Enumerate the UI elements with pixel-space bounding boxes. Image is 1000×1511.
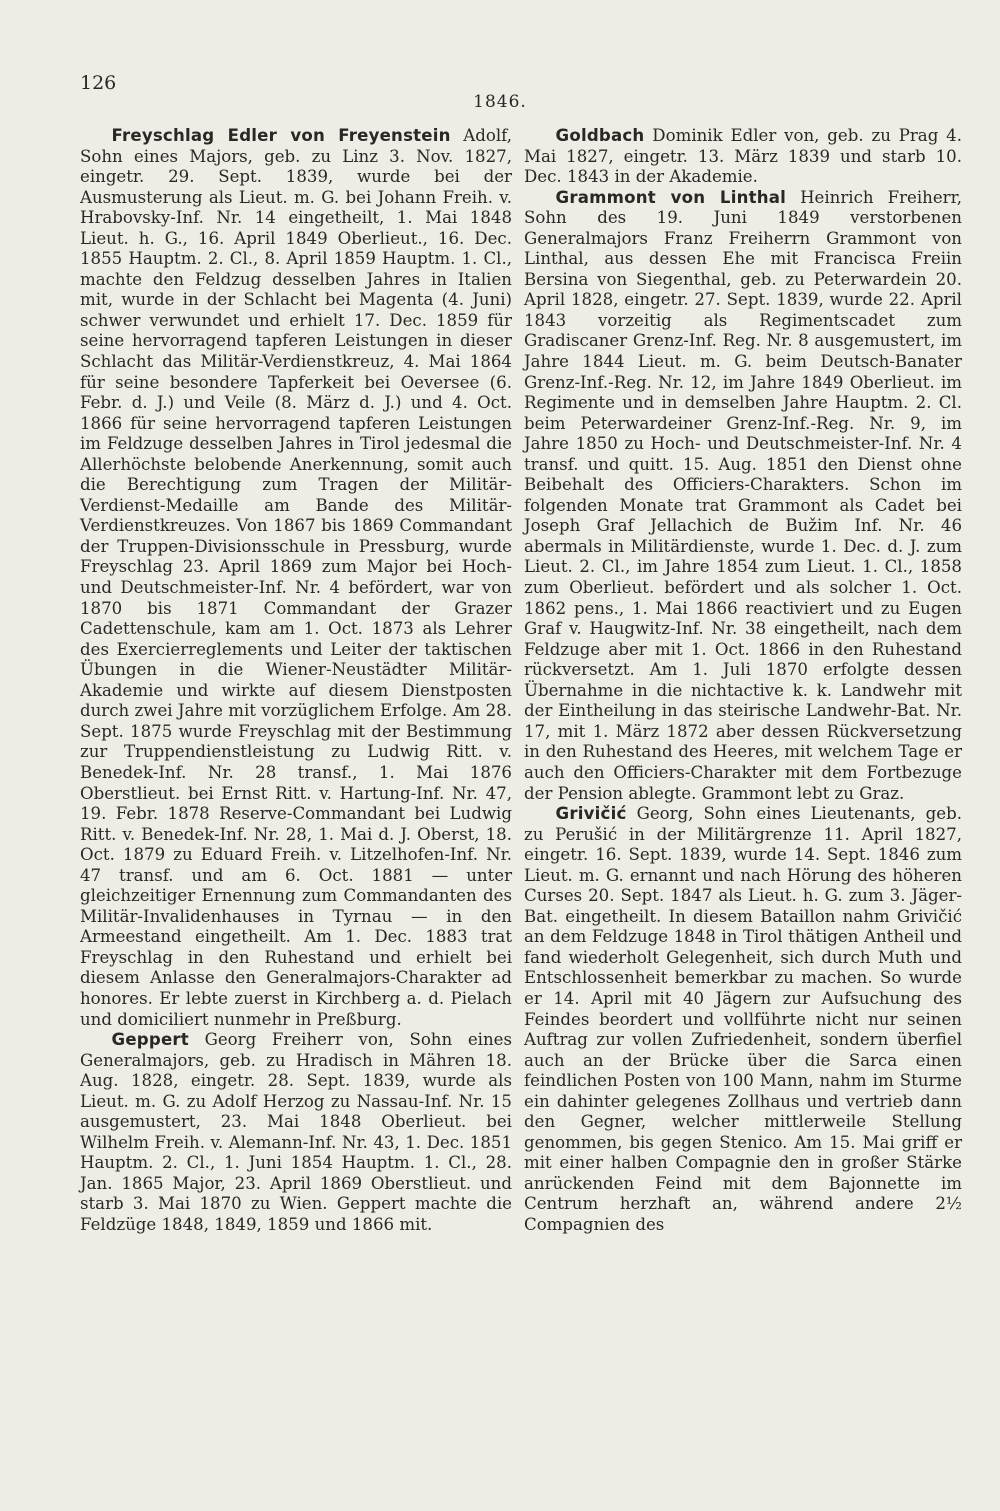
entry-name: Grivičić — [555, 804, 627, 824]
year-header: 1846. — [473, 92, 527, 112]
entry-name: Geppert — [111, 1030, 189, 1050]
entry-name: Goldbach — [555, 126, 645, 145]
entry-text: Heinrich Freiherr, Sohn des 19. Juni 1849 verstorbenen Generalmajors Franz Freiherrn Grammont von Linthal, aus dessen Ehe mit Francisca Freiin Bersina von Siegenthal, geb. zu Peterwardein 20. April 1828, eingetr. 27. Sept. 1839, wurde 22. April 1843 vorzeitig als Regimentscadet zum Gradiscaner Grenz-Inf. Reg. Nr. 8 ausgemustert, im Jahre 1844 Lieut. m. G. beim Deutsch-Banater Grenz-Inf.-Reg. Nr. 12, im Jahre 1849 Oberlieut. im Regimente und in demselben Jahre Hauptm. 2. Cl. beim Peterwardeiner Grenz-Inf.-Reg. Nr. 9, im Jahre 1850 zu Hoch- und Deutschmeister-Inf. Nr. 4 transf. und quitt. 15. Aug. 1851 den Dienst ohne Beibehalt des Officiers-Charakters. Schon im folgenden Monate trat Grammont als Cadet bei Joseph Graf Jellachich de Bužim Inf. Nr. 46 abermals in Militärdienste, wurde 1. Dec. d. J. zum Lieut. 2. Cl., im Jahre 1854 zum Lieut. 1. Cl., 1858 zum Oberlieut. befördert und als solcher 1. Oct. 1862 pens., 1. Mai 1866 reactiviert und zu Eugen Graf v. Haugwitz-Inf. Nr. 38 eingetheilt, nach dem Feldzuge aber mit 1. Oct. 1866 in den Ruhestand rückversetzt. Am 1. Juli 1870 erfolgte dessen Übernahme in die nichtactive k. k. Landwehr mit der Eintheilung in das steirische Landwehr-Bat. Nr. 17, mit 1. März 1872 aber dessen Rückversetzung in den Ruhestand des Heeres, mit welchem Tage er auch den Officiers-Charakter mit dem Fortbezuge der Pension ablegte. Grammont lebt zu Graz. — [524, 187, 962, 803]
left-column — [80, 126, 512, 1236]
entry-name: Grammont von Linthal — [555, 187, 787, 207]
entry-name: Freyschlag Edler von Freyenstein — [111, 126, 451, 145]
entry-goldbach — [524, 126, 962, 188]
entry-grivicic — [524, 804, 962, 1235]
entry-text: Adolf, Sohn eines Majors, geb. zu Linz 3. Nov. 1827, eingetr. 29. Sept. 1839, wurde bei der Ausmusterung als Lieut. m. G. bei Johann Freih. v. Hrabovsky-Inf. Nr. 14 eingetheilt, 1. Mai 1848 Lieut. h. G., 16. April 1849 Oberlieut., 16. Dec. 1855 Hauptm. 2. Cl., 8. April 1859 Hauptm. 1. Cl., machte den Feldzug desselben Jahres in Italien mit, wurde in der Schlacht bei Magenta (4. Juni) schwer verwundet und erhielt 17. Dec. 1859 für seine hervorragend tapferen Leistungen in dieser Schlacht das Militär-Verdienstkreuz, 4. Mai 1864 für seine besondere Tapferkeit bei Oeversee (6. Febr. d. J.) und Veile (8. März d. J.) und 4. Oct. 1866 für seine hervorragend tapferen Leistungen im Feldzuge desselben Jahres in Tirol jedesmal die Allerhöchste belobende Anerkennung, somit auch die Berechtigung zum Tragen der Militär-Verdienst-Medaille am Bande des Militär-Verdienstkreuzes. Von 1867 bis 1869 Commandant der Truppen-Divisionsschule in Pressburg, wurde Freyschlag 23. April 1869 zum Major bei Hoch- und Deutschmeister-Inf. Nr. 4 befördert, war von 1870 bis 1871 Commandant der Grazer Cadettenschule, kam am 1. Oct. 1873 als Lehrer des Exercierreglements und Leiter der taktischen Übungen in die Wiener-Neustädter Militär-Akademie und wirkte auf diesem Dienstposten durch zwei Jahre mit vorzüglichem Erfolge. Am 28. Sept. 1875 wurde Freyschlag mit der Bestimmung zur Truppendienstleistung zu Ludwig Ritt. v. Benedek-Inf. Nr. 28 transf., 1. Mai 1876 Oberstlieut. bei Ernst Ritt. v. Hartung-Inf. Nr. 47, 19. Febr. 1878 Reserve-Commandant bei Ludwig Ritt. v. Benedek-Inf. Nr. 28, 1. Mai d. J. Oberst, 18. Oct. 1879 zu Eduard Freih. v. Litzelhofen-Inf. Nr. 47 transf. und am 6. Oct. 1881 — unter gleichzeitiger Ernennung zum Commandanten des Militär-Invalidenhauses in Tyrnau — in den Armeestand eingetheilt. Am 1. Dec. 1883 trat Freyschlag in den Ruhestand und erhielt bei diesem Anlasse den Generalmajors-Charakter ad honores. Er lebte zuerst in Kirchberg a. d. Pielach und domiciliert nunmehr in Preßburg. — [80, 126, 512, 1029]
entry-geppert — [80, 1030, 512, 1235]
entry-freyschlag — [80, 126, 512, 1030]
entry-text: Dominik Edler von, geb. zu Prag 4. Mai 1827, eingetr. 13. März 1839 und starb 10. Dec. 1843 in der Akademie. — [524, 126, 962, 187]
entry-text: Georg, Sohn eines Lieutenants, geb. zu Perušić in der Militärgrenze 11. April 1827, eingetr. 16. Sept. 1839, wurde 14. Sept. 1846 zum Lieut. m. G. ernannt und nach Hörung des höheren Curses 20. Sept. 1847 als Lieut. h. G. zum 3. Jäger-Bat. eingetheilt. In diesem Bataillon nahm Grivičić an dem Feldzuge 1848 in Tirol thätigen Antheil und fand wiederholt Gelegenheit, sich durch Muth und Entschlossenheit bemerkbar zu machen. So wurde er 14. April mit 40 Jägern zur Aufsuchung des Feindes beordert und vollführte nicht nur seinen Auftrag zur vollen Zufriedenheit, sondern überfiel auch an der Brücke über die Sarca einen feindlichen Posten von 100 Mann, nahm im Sturme ein dahinter gelegenes Zollhaus und vertrieb dann den Gegner, welcher mittlerweile Stellung genommen, bis gegen Stenico. Am 15. Mai griff er mit einer halben Compagnie den in großer Stärke anrückenden Feind mit dem Bajonnette im Centrum herzhaft an, während andere 2½ Compagnien des — [524, 804, 962, 1234]
entry-text: Georg Freiherr von, Sohn eines Generalmajors, geb. zu Hradisch in Mähren 18. Aug. 1828, eingetr. 28. Sept. 1839, wurde als Lieut. m. G. zu Adolf Herzog zu Nassau-Inf. Nr. 15 ausgemustert, 23. Mai 1848 Oberlieut. bei Wilhelm Freih. v. Alemann-Inf. Nr. 43, 1. Dec. 1851 Hauptm. 2. Cl., 1. Juni 1854 Hauptm. 1. Cl., 28. Jan. 1865 Major, 23. April 1869 Oberstlieut. und starb 3. Mai 1870 zu Wien. Geppert machte die Feldzüge 1848, 1849, 1859 und 1866 mit. — [80, 1030, 512, 1234]
page-number: 126 — [80, 72, 117, 94]
right-column — [524, 126, 962, 1236]
entry-grammont — [524, 188, 962, 804]
